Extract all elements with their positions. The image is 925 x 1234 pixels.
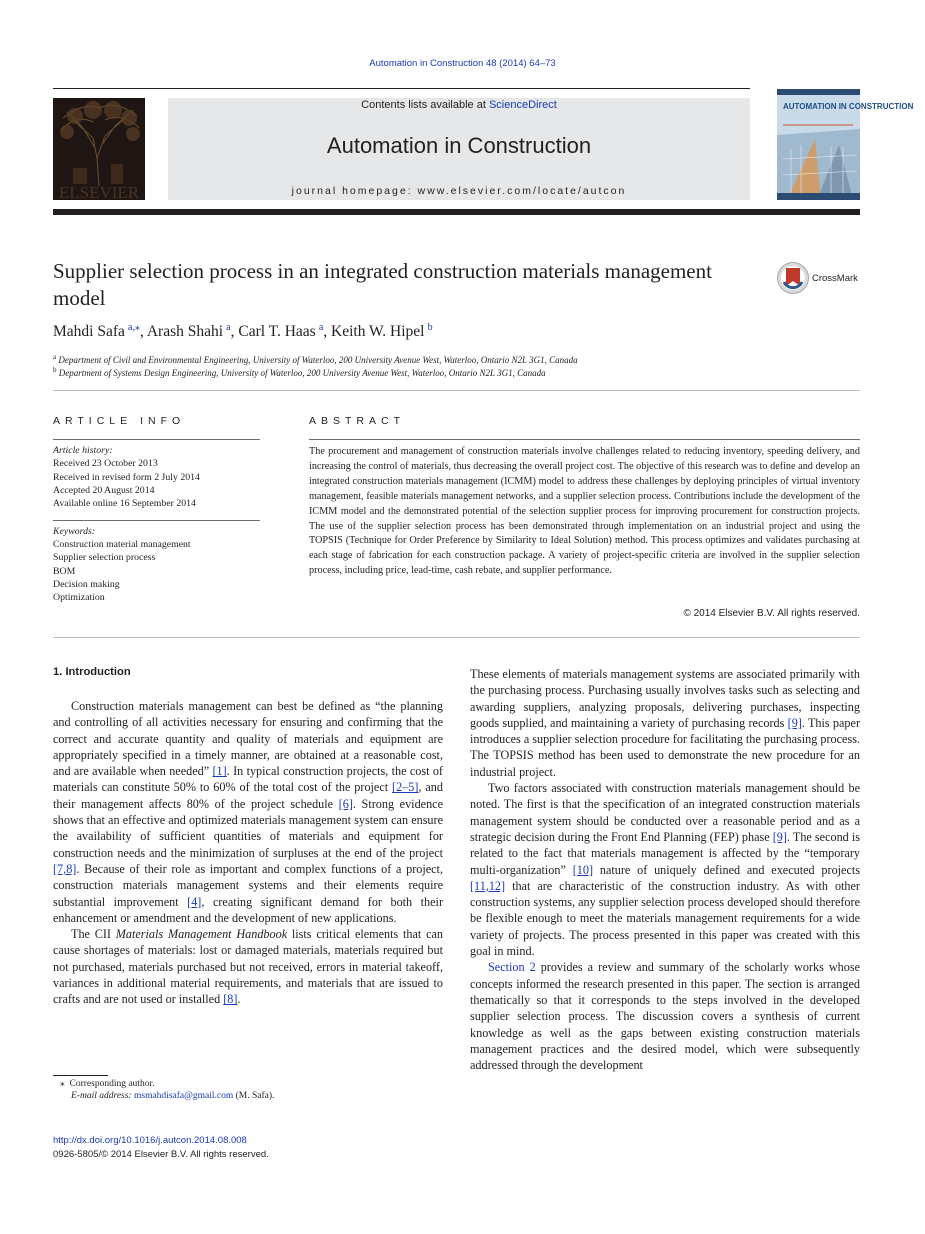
- cover-title: AUTOMATION IN CONSTRUCTION: [783, 102, 914, 111]
- issn-copyright: 0926-5805/© 2014 Elsevier B.V. All rights reserved.: [53, 1149, 269, 1160]
- doi-link[interactable]: http://dx.doi.org/10.1016/j.autcon.2014.08.008: [53, 1135, 247, 1146]
- footnote-email: [71, 1091, 274, 1101]
- author-affiliation-marker[interactable]: a: [226, 322, 231, 333]
- citation-link[interactable]: [7,8]: [53, 861, 77, 876]
- citation-link[interactable]: [6]: [338, 796, 353, 811]
- citation-link[interactable]: [11,12]: [470, 878, 506, 893]
- divider: [53, 520, 260, 521]
- author-affiliation-marker[interactable]: a: [318, 322, 324, 333]
- citation-link[interactable]: [8]: [223, 992, 238, 1007]
- article-history-label: Article history:: [53, 445, 113, 456]
- body-paragraph: [470, 666, 860, 780]
- keyword-item: Supplier selection process: [53, 552, 156, 563]
- author-name[interactable]: Mahdi Safa: [53, 323, 125, 341]
- affiliation-b: [53, 366, 546, 378]
- divider: [309, 439, 860, 440]
- journal-name: Automation in Construction: [326, 133, 592, 158]
- body-paragraph: [53, 926, 443, 1007]
- history-online: Available online 16 September 2014: [53, 498, 196, 509]
- text-run: The CII: [71, 927, 116, 942]
- journal-cover-image: [777, 89, 914, 200]
- citation-link[interactable]: [9]: [772, 829, 787, 844]
- text-run: . The second is related to the fact that materials management is affected by the “temporary multi-organization”: [470, 829, 860, 877]
- author-name[interactable]: Arash Shahi: [146, 323, 224, 341]
- italic-text: Materials Management Handbook: [115, 927, 288, 942]
- contents-available-line: [168, 99, 750, 111]
- affiliation-text: Department of Civil and Environmental Engineering, University of Waterloo, 200 University Avenue West, Waterloo, Ontario N2L 3G1, Canada: [58, 355, 578, 365]
- body-paragraph: [53, 698, 443, 926]
- corresponding-author-label: Corresponding author.: [69, 1079, 155, 1089]
- email-link[interactable]: msmahdisafa@gmail.com: [133, 1091, 234, 1101]
- affiliation-marker: b: [53, 366, 57, 374]
- article-info-heading: ARTICLE INFO: [53, 415, 186, 427]
- divider: [53, 637, 860, 638]
- text-run: , creating significant demand for both their enhancement or amendment and the development of new applications.: [53, 894, 443, 925]
- text-run: nature of uniquely defined and executed projects: [593, 862, 860, 877]
- citation-link[interactable]: [1]: [212, 764, 227, 779]
- keyword-item: BOM: [53, 566, 76, 577]
- divider: [53, 439, 260, 440]
- affiliation-marker: a: [53, 353, 57, 361]
- author-affiliation-marker[interactable]: a,⁎: [128, 322, 140, 333]
- header-top-rule: [53, 88, 750, 89]
- keyword-item: Decision making: [53, 579, 120, 590]
- text-run: that are characteristic of the construction industry. As with other construction systems, any supplier selection process developed should therefore be flexible enough to meet the materials management requirements for a wide variety of projects. The process presented in this paper was created with this goal in mind.: [470, 878, 860, 959]
- keyword-item: Optimization: [53, 592, 105, 603]
- text-run: . Strong evidence shows that an effective and optimized materials management system can ensure the availability of sufficient quantities of materials and equipment for construction needs and the minimization of surpluses at the end of the project: [53, 796, 443, 860]
- citation-link[interactable]: [2–5]: [392, 780, 419, 795]
- text-run: These elements of materials management systems are associated primarily with the purchasing process. Purchasing usually involves tasks such as selecting and awarding suppliers, analyzing proposals, delivering purchases, inspecting goods supplied, and maintaining a variety of purchasing records: [470, 667, 860, 730]
- email-label: E-mail address:: [71, 1091, 132, 1101]
- contents-prefix: Contents lists available at: [361, 99, 489, 111]
- crossmark-icon: [777, 262, 809, 294]
- author-affiliation-marker[interactable]: b: [427, 322, 433, 333]
- author-list: Mahdi Safa $^{a,⁎}$, Arash Shahi $^a$, Carl T. Haas $^a$, Keith W. Hipel $^b$: [53, 322, 433, 341]
- body-column-left: [53, 698, 443, 1008]
- body-column-right: [470, 666, 860, 1073]
- text-run: .: [237, 992, 241, 1007]
- abstract-copyright: © 2014 Elsevier B.V. All rights reserved.: [683, 608, 860, 619]
- text-run: Construction materials management can best be defined as “the planning and controlling of all activities necessary for ensuring and confirming that the correct and accurate quantity and quality of materials and equipment are appropriately specified in a timely manner, are obtained at a reasonable cost, and are available when needed”: [53, 699, 443, 779]
- text-run: . This paper introduces a supplier selection procedure for facilitating the purchasing process. The TOPSIS method has been used to demonstrate the new procedure for an industrial project.: [470, 715, 860, 779]
- affiliation-a: [53, 353, 578, 365]
- keyword-item: Construction material management: [53, 539, 191, 550]
- affiliation-text: Department of Systems Design Engineering, University of Waterloo, 200 University Avenue West, Waterloo, Ontario N2L 3G1, Canada: [58, 368, 546, 378]
- citation-link[interactable]: [9]: [787, 715, 802, 730]
- author-name[interactable]: Keith W. Hipel: [331, 323, 425, 341]
- abstract-heading: ABSTRACT: [309, 415, 406, 427]
- section-heading-introduction: 1. Introduction: [53, 666, 131, 678]
- citation-link[interactable]: Section 2: [488, 960, 536, 975]
- article-title: Supplier selection process in an integrated construction materials management model: [53, 259, 712, 310]
- citation-link[interactable]: [10]: [572, 862, 594, 877]
- author-name[interactable]: Carl T. Haas: [238, 323, 316, 341]
- crossmark-label: CrossMark: [812, 273, 858, 284]
- sciencedirect-link[interactable]: ScienceDirect: [488, 99, 557, 111]
- text-run: . Because of their role as important and complex functions of a project, construction materials management systems and their elements require substantial improvement: [53, 861, 443, 909]
- history-revised: Received in revised form 2 July 2014: [53, 472, 200, 483]
- text-run: , and their management affects 80% of the project schedule: [53, 780, 443, 811]
- text-run: provides a review and summary of the scholarly works whose concepts informed the research presented in this paper. The section is arranged thematically so that it corresponds to the steps involved in the developed supplier selection process. The discussion covers a synthesis of current knowledge as well as the gaps between existing construction materials management practices and the desired model, which were subsequently addressed through the development: [470, 960, 860, 1073]
- history-accepted: Accepted 20 August 2014: [53, 485, 155, 496]
- text-run: lists critical elements that can cause shortages of materials: lost or damaged materials, materials required but not purchased, materials purchased but not received, errors in material takeoff, variances in additional material requirements, and materials that are issued to crafts and are not used or installed: [53, 927, 444, 1007]
- footnote-marker: ⁎: [60, 1079, 65, 1089]
- text-run: . In typical construction projects, the cost of materials can constitute 50% to 60% of the total cost of the project: [53, 764, 443, 795]
- body-paragraph: [470, 959, 860, 1073]
- keywords-label: Keywords:: [53, 526, 96, 537]
- text-run: Two factors associated with construction materials management should be noted. The first is that the specification of an integrated construction materials management system should be conducted over a reasonable period and as a strategic decision during the Front End Planning (FEP) phase: [470, 781, 860, 844]
- abstract-text: The procurement and management of construction materials involve challenges related to reducing inventory, speeding delivery, and increasing the control of materials, thus decreasing the overall project cost. The objective of this research was to define and develop an integrated construction materials management (ICMM) model to address these challenges by deploying principles of virtual inventory management, feasible materials management networks, and a supplier selection process. Contributions include the development of the ICMM model and the demonstrated potential of the selection supplier process for improving procurement for construction projects. The use of the supplier selection process has been demonstrated through implementation on an industrial project and using the TOPSIS (Technique for Order Preference by Similarity to Ideal Solution) method. This process optimizes and validates purchasing at each stage of fabrication for each construction package. A variety of project-specific criteria are involved in the supplier selection process, including price, lead-time, cash rebate, and supplier performance.: [309, 446, 860, 577]
- crossmark-badge[interactable]: [777, 262, 867, 294]
- email-suffix: (M. Safa).: [233, 1091, 275, 1101]
- elsevier-wordmark: ELSEVIER: [58, 183, 140, 202]
- divider: [53, 390, 860, 391]
- citation-link[interactable]: [4]: [187, 894, 202, 909]
- footnote-corresponding: [60, 1078, 154, 1089]
- footnote-rule: [53, 1075, 108, 1076]
- body-paragraph: [470, 780, 860, 959]
- elsevier-logo: [53, 98, 145, 200]
- header-thick-rule: [53, 209, 860, 215]
- journal-homepage[interactable]: journal homepage: www.elsevier.com/locate/autcon: [291, 185, 627, 197]
- history-received: Received 23 October 2013: [53, 458, 158, 469]
- journal-citation-link[interactable]: Automation in Construction 48 (2014) 64–73: [369, 58, 556, 69]
